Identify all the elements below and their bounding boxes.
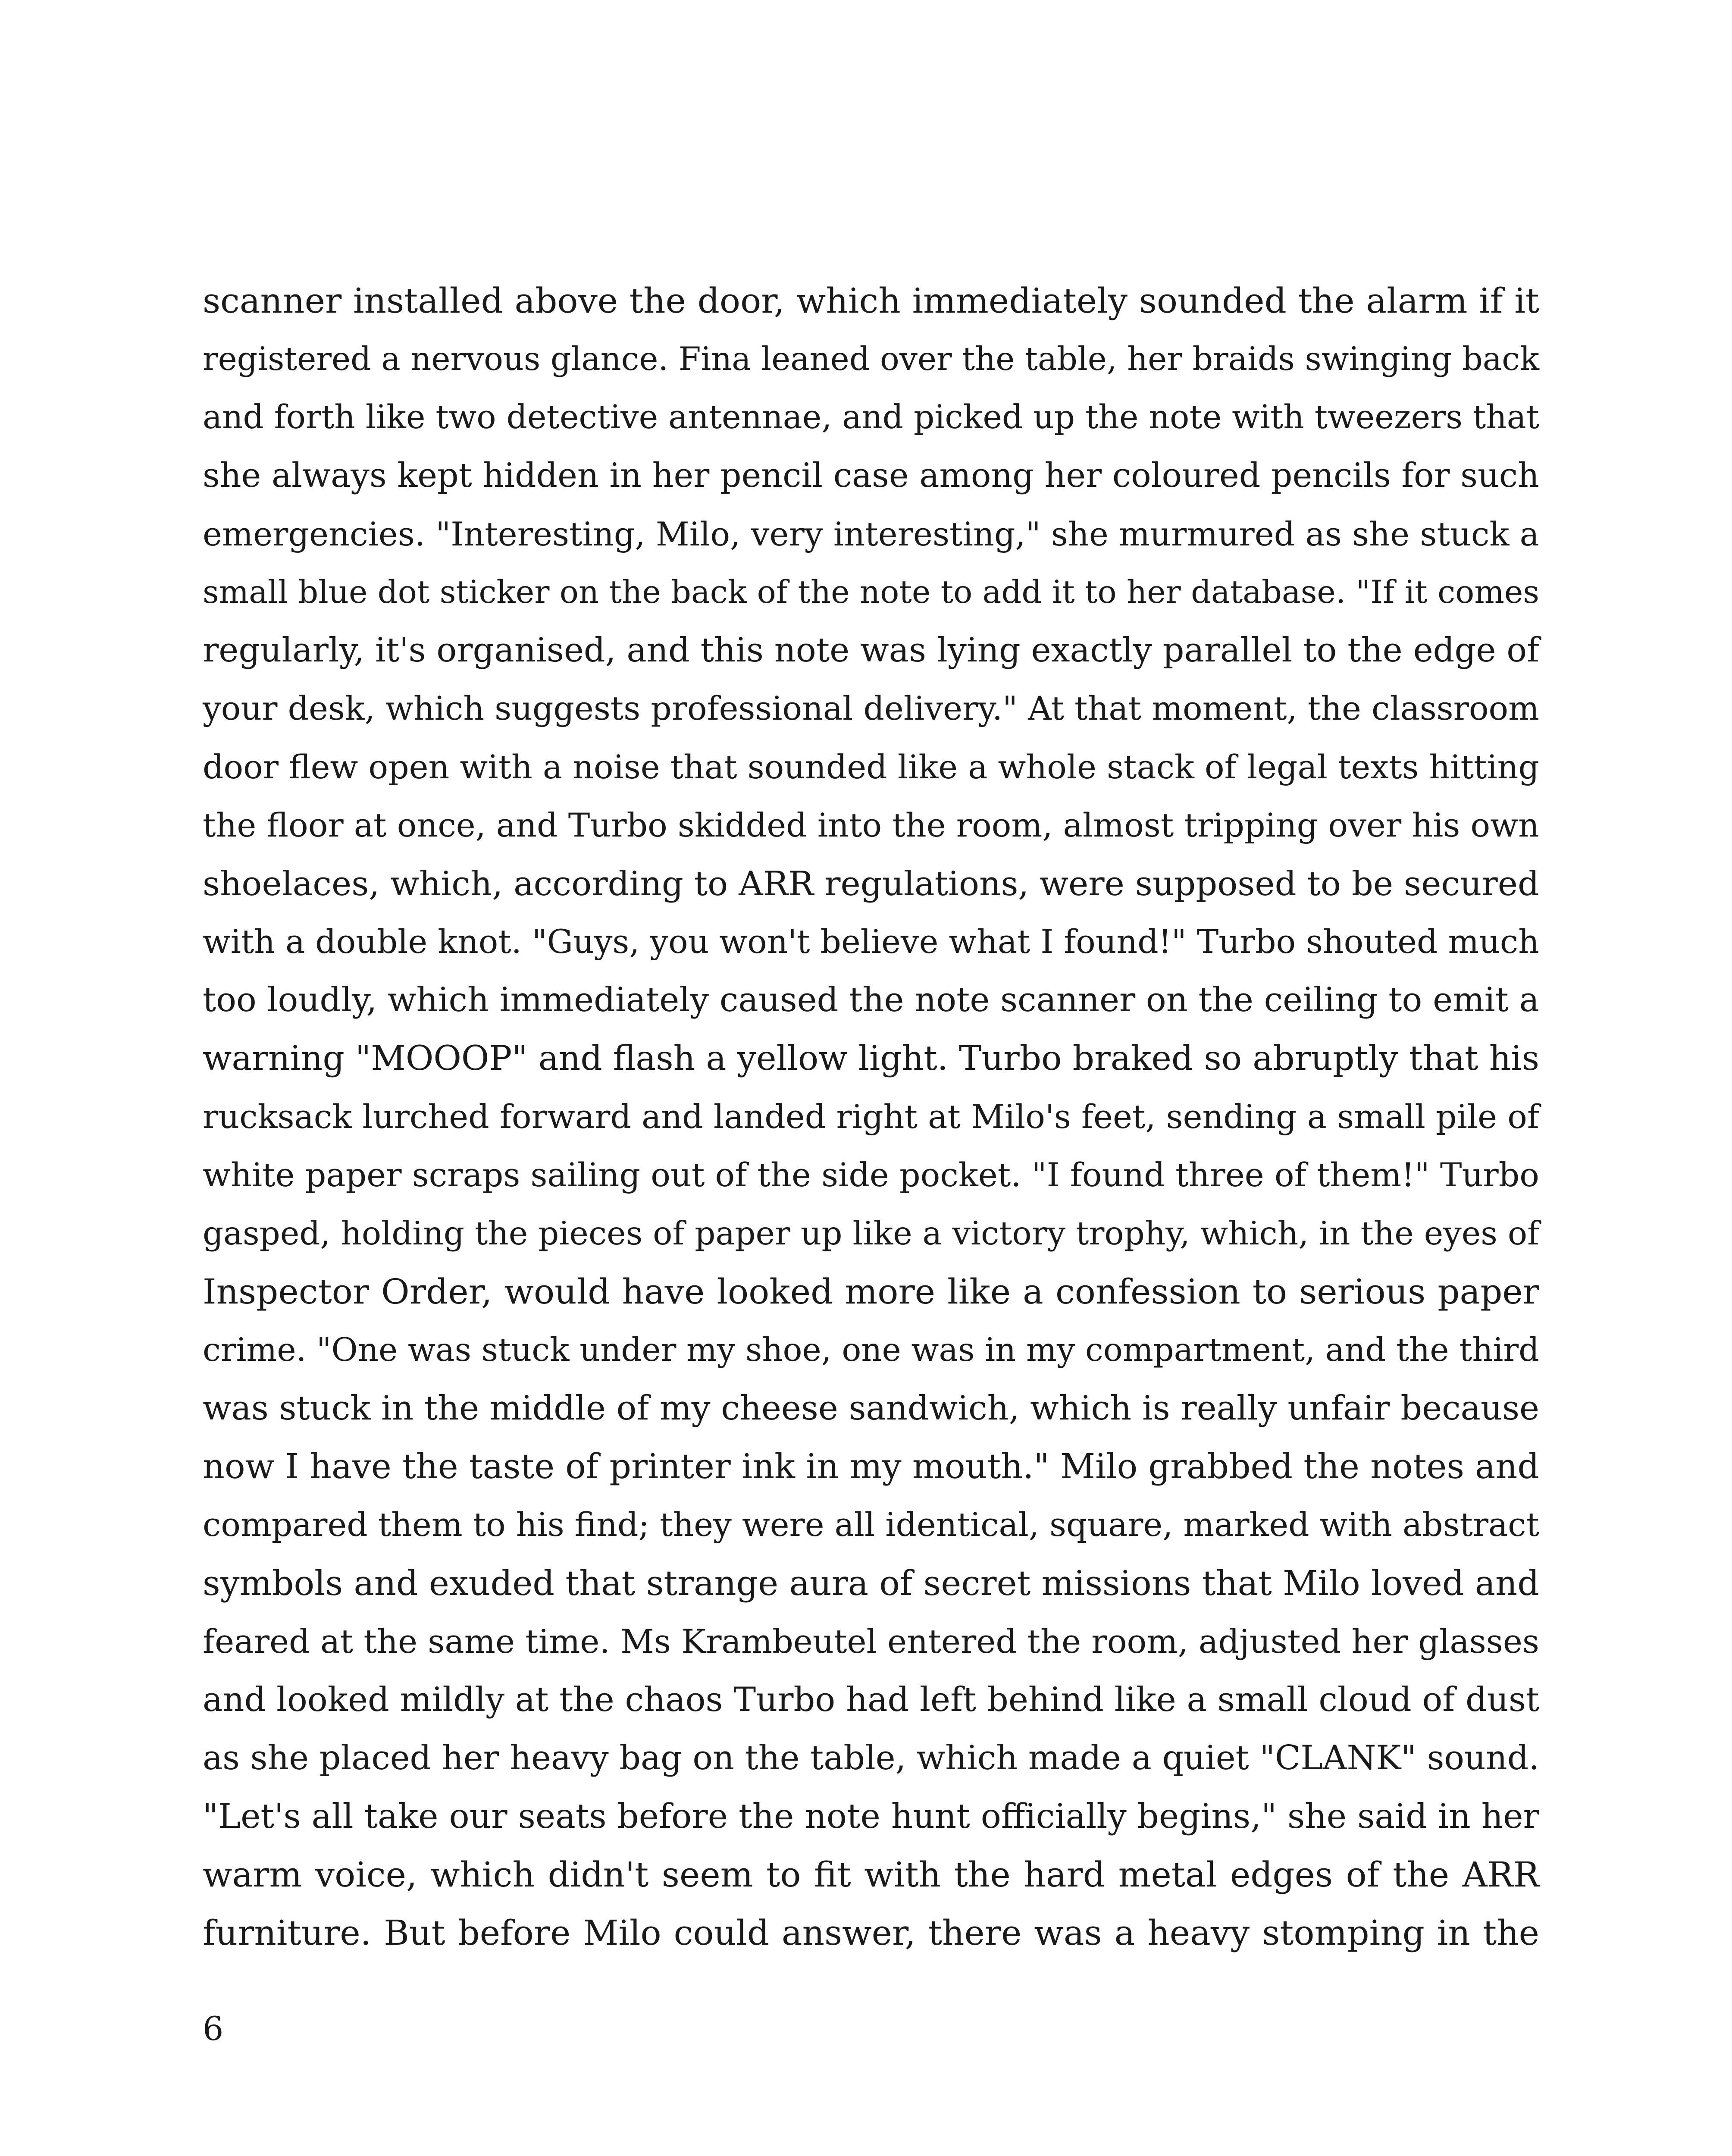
text-line: your desk, which suggests professional delivery." At that moment, the classroom	[203, 689, 1539, 728]
text-line: warm voice, which didn't seem to fit with the hard metal edges of the ARR	[203, 1855, 1539, 1895]
text-line: too loudly, which immediately caused the note scanner on the ceiling to emit a	[203, 981, 1539, 1020]
text-line: Inspector Order, would have looked more like a confession to serious paper	[203, 1272, 1539, 1312]
text-line: symbols and exuded that strange aura of secret missions that Milo loved and	[203, 1563, 1539, 1604]
text-line: "Let's all take our seats before the note hunt officially begins," she said in her	[203, 1796, 1539, 1836]
text-line: and looked mildly at the chaos Turbo had left behind like a small cloud of dust	[203, 1680, 1540, 1719]
text-line: and forth like two detective antennae, and picked up the note with tweezers that	[203, 398, 1539, 436]
text-line: was stuck in the middle of my cheese sandwich, which is really unfair because	[203, 1388, 1539, 1428]
text-line: crime. "One was stuck under my shoe, one was in my compartment, and the third	[203, 1331, 1539, 1369]
text-line: gasped, holding the pieces of paper up like a victory trophy, which, in the eyes of	[203, 1214, 1539, 1252]
text-line: white paper scraps sailing out of the side pocket. "I found three of them!" Turbo	[203, 1156, 1539, 1194]
text-line: scanner installed above the door, which immediately sounded the alarm if it	[203, 281, 1539, 321]
text-line: shoelaces, which, according to ARR regulations, were supposed to be secured	[203, 864, 1539, 903]
text-line: small blue dot sticker on the back of the note to add it to her database. "If it comes	[203, 573, 1539, 611]
page-number: 6	[203, 2009, 224, 2048]
text-line: she always kept hidden in her pencil case among her coloured pencils for such	[203, 456, 1539, 495]
text-line: feared at the same time. Ms Krambeutel entered the room, adjusted her glasses	[203, 1622, 1539, 1661]
text-line: as she placed her heavy bag on the table, which made a quiet "CLANK" sound.	[203, 1738, 1539, 1777]
text-line: rucksack lurched forward and landed right at Milo's feet, sending a small pile of	[203, 1097, 1539, 1136]
text-line: with a double knot. "Guys, you won't believe what I found!" Turbo shouted much	[203, 923, 1539, 961]
text-line: regularly, it's organised, and this note was lying exactly parallel to the edge of	[203, 631, 1539, 670]
text-line: emergencies. "Interesting, Milo, very interesting," she murmured as she stuck a	[203, 514, 1539, 553]
body-text	[203, 272, 1539, 1962]
text-line: the floor at once, and Turbo skidded into the room, almost tripping over his own	[203, 806, 1539, 844]
text-line: door flew open with a noise that sounded like a whole stack of legal texts hitting	[203, 748, 1539, 786]
text-line: furniture. But before Milo could answer, there was a heavy stomping in the	[203, 1913, 1539, 1953]
text-line: warning "MOOOP" and flash a yellow light. Turbo braked so abruptly that his	[203, 1038, 1539, 1078]
text-line: registered a nervous glance. Fina leaned over the table, her braids swinging back	[203, 340, 1539, 378]
text-line: now I have the taste of printer ink in my mouth." Milo grabbed the notes and	[203, 1446, 1539, 1486]
text-line: compared them to his find; they were all identical, square, marked with abstract	[203, 1505, 1539, 1544]
